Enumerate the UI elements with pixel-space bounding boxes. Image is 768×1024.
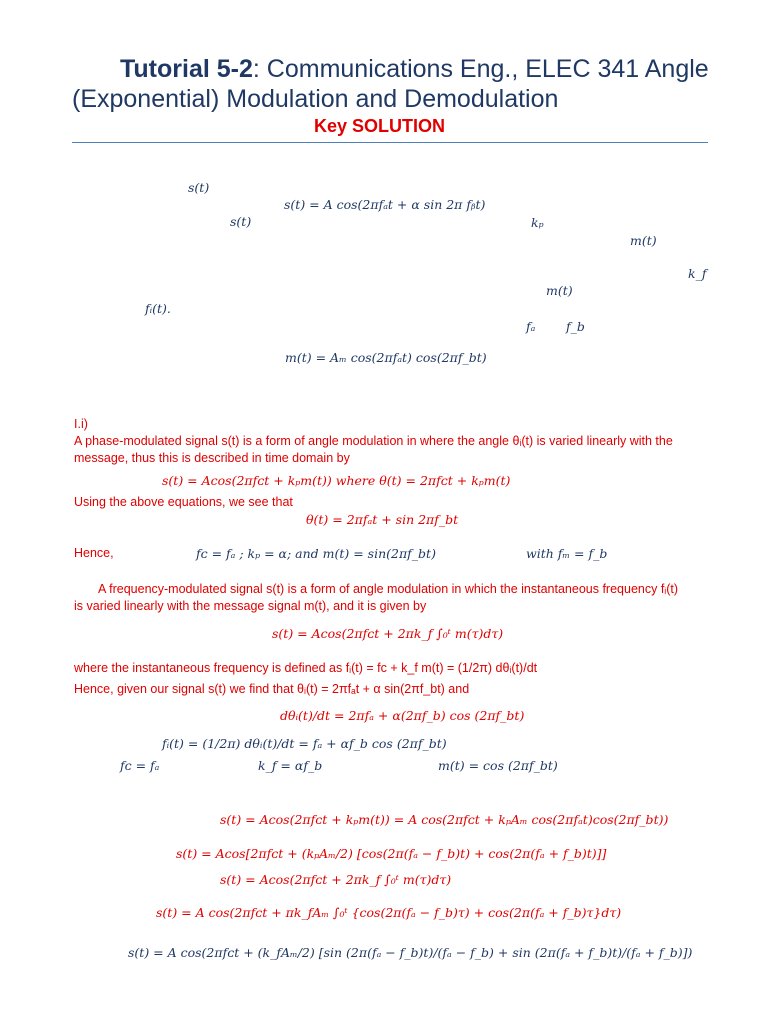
question-fragment: s(t) [230,214,252,229]
question-equation: s(t) = A cos(2πfₐt + α sin 2π fᵦt) [284,197,486,212]
question-fragment: s(t) [188,180,210,195]
question-fragment: k_f [688,266,707,281]
hence-fm: with fₘ = f_b [526,546,608,561]
pm-text-line-2: message, thus this is described in time domain by [74,451,350,465]
header-divider [72,142,708,143]
fc-result: fᴄ = fₐ [120,758,160,773]
fi-equation: fᵢ(t) = (1/2π) dθᵢ(t)/dt = fₐ + αf_b cos (2πf_bt) [162,736,447,751]
question-equation: m(t) = Aₘ cos(2πfₐt) cos(2πf_bt) [285,350,487,365]
title-rest: : Communications Eng., ELEC 341 Angle [252,55,709,83]
fm-text-line-2: is varied linearly with the message signal m(t), and it is given by [74,599,427,613]
title-bold: Tutorial 5-2 [120,55,253,83]
pm-text-line-1: A phase-modulated signal s(t) is a form of angle modulation in where the angle θᵢ(t) is varied linearly with the [74,434,673,448]
theta-equation: θ(t) = 2πfₐt + sin 2πf_bt [306,512,459,527]
derivation-equation-3: s(t) = Acos(2πfᴄt + 2πk_f ∫₀ᵗ m(τ)dτ) [220,872,452,887]
hence-equation: fᴄ = fₐ ; kₚ = α; and m(t) = sin(2πf_bt) [196,546,436,561]
section-label: I.i) [74,417,88,431]
question-fragment: kₚ [531,215,544,230]
derivation-equation-4: s(t) = A cos(2πfᴄt + πk_fAₘ ∫₀ᵗ {cos(2π(fₐ − f_b)τ) + cos(2π(fₐ + f_b)τ}dτ) [156,905,622,920]
key-solution-heading: Key SOLUTION [314,116,446,136]
pm-equation: s(t) = Acos(2πfᴄt + kₚm(t)) where θ(t) = 2πfᴄt + kₚm(t) [162,473,511,488]
question-fragment: fᵢ(t). [145,301,171,316]
using-text: Using the above equations, we see that [74,495,293,509]
mt-result: m(t) = cos (2πf_bt) [438,758,558,773]
derivative-equation: dθᵢ(t)/dt = 2πfₐ + α(2πf_b) cos (2πf_bt) [280,708,525,723]
derivation-equation-2: s(t) = Acos[2πfᴄt + (kₚAₘ/2) [cos(2π(fₐ − f_b)t) + cos(2π(fₐ + f_b)t)]] [176,846,607,861]
question-fragment: m(t) [546,283,573,298]
derivation-equation-1: s(t) = Acos(2πfᴄt + kₚm(t)) = A cos(2πfᴄt + kₚAₘ cos(2πfₐt)cos(2πf_bt)) [220,812,669,827]
fm-text-line-1: A frequency-modulated signal s(t) is a form of angle modulation in which the instantaneous frequency fᵢ(t) [98,582,679,596]
question-fragment: f_b [566,319,585,334]
kf-result: k_f = αf_b [258,758,323,773]
title-line-1 [120,55,709,84]
question-fragment: m(t) [630,233,657,248]
derivation-equation-5: s(t) = A cos(2πfᴄt + (k_fAₘ/2) [sin (2π(fₐ − f_b)t)/(fₐ − f_b) + sin (2π(fₐ + f_b)t)/(fₐ + f_b)]) [128,945,693,960]
given-signal-line: Hence, given our signal s(t) we find that θᵢ(t) = 2πfₐt + α sin(2πf_bt) and [74,682,470,696]
title-line-2: (Exponential) Modulation and Demodulation [72,85,559,113]
instantaneous-frequency-line: where the instantaneous frequency is defined as fᵢ(t) = fᴄ + k_f m(t) = (1/2π) dθᵢ(t)/dt [74,661,538,675]
fm-equation: s(t) = Acos(2πfᴄt + 2πk_f ∫₀ᵗ m(τ)dτ) [272,626,504,641]
hence-label: Hence, [74,546,114,560]
question-fragment: fₐ [526,319,536,334]
